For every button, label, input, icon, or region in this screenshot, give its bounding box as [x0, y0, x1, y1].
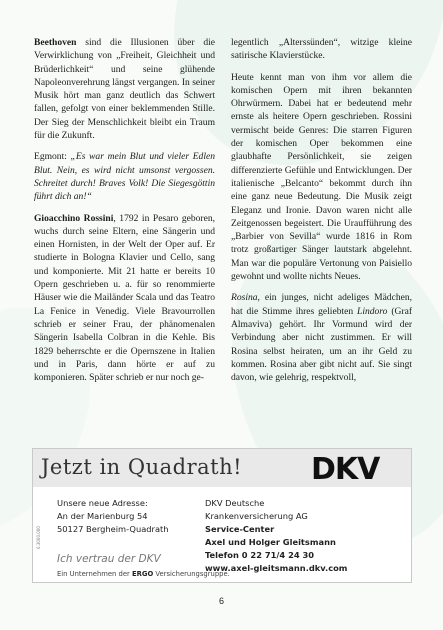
address-label: Unsere neue Adresse: — [57, 498, 148, 508]
company-name-line1: DKV Deutsche — [205, 498, 265, 508]
ad-footer — [57, 570, 230, 578]
ad-address-block — [57, 497, 169, 536]
beethoven-text: sind die Illusionen über die Verwirklichung von „Freiheit, Gleichheit und Brüderlichkeit“ und seine glühende Napoleonverehrung längst vergangen. In seiner Musik hört man ganz deutlich das Schwert fallen, gefolgt von einer beklemmenden Stille. Der Sieg der Menschlichkeit bleibt ein Traum für die Zukunft. — [34, 37, 215, 142]
dkv-logo-text: DKV — [311, 454, 380, 481]
website-link[interactable]: www.axel-gleitsmann.dkv.com — [205, 563, 348, 573]
ad-slogan: Ich vertrau der DKV — [57, 553, 161, 565]
ergo-logo-text: ERGO — [131, 570, 154, 578]
address-city: 50127 Bergheim-Quadrath — [57, 524, 169, 534]
rosina-text-a: , ein junges, nicht adeliges Mädchen, hat die Stimme ihres geliebten — [231, 292, 412, 317]
rosina-text-b: (Graf Almaviva) gehört. Ihr Vormund wird der Verbindung aber nicht zustimmen. Er will Rosina selbst heiraten, um an ihr Geld zu kommen. Rosina aber gibt nicht auf. Sie singt davon, wie gelehrig, respektvoll, — [231, 305, 412, 384]
alterssuenden-paragraph: legentlich „Alterssünden“, witzige kleine satirische Klavierstücke. — [231, 37, 412, 62]
footer-text: Ein Unternehmen der — [57, 570, 132, 578]
agent-names: Axel und Holger Gleitsmann — [205, 537, 336, 547]
egmont-quote: „Es war mein Blut und vieler Edlen Blut. Nein, es wird nicht umsonst vergossen. Schreitet durch! Braves Volk! Die Siegesgöttin führt dich an!“ — [34, 151, 215, 203]
dkv-advertisement — [32, 448, 412, 583]
phone-number: Telefon 0 22 71/4 24 30 — [205, 550, 315, 560]
lindoro-name: Lindoro — [357, 305, 388, 317]
rosina-paragraph — [231, 291, 412, 384]
ad-company-block — [205, 497, 347, 575]
egmont-paragraph — [34, 150, 215, 203]
rossini-text: , 1792 in Pesaro geboren, wuchs durch seine Eltern, eine Sängerin und einen Hornisten, in der Welt der Oper auf. Er studierte in Bologna Klavier und Cello, sang und komponierte. Mit 21 hatte er bereits 10 Opern geschrieben u. a. für so renommierte Häuser wie die Mailänder Scala und das Teatro La Fenice in Venedig. Viele Bravourrollen schrieb er seiner Frau, der phänomenalen Sängerin Isabella Colbran in die Kehle. Bis 1829 beherrschte er die Opernszene in Italien und in Paris, dann hörte er auf zu komponieren. Später schrieb er nur noch ge- — [34, 212, 215, 384]
rosina-name: Rosina — [231, 292, 258, 304]
ad-side-code: 0.3000.000 — [36, 526, 41, 549]
beethoven-name: Beethoven — [34, 37, 77, 48]
egmont-label: Egmont: — [34, 151, 71, 163]
service-center: Service-Center — [205, 524, 275, 534]
rossini-name: Gioacchino Rossini — [34, 212, 114, 224]
right-text-column — [231, 36, 412, 384]
company-name-line2: Krankenversicherung AG — [205, 511, 308, 521]
ad-headline: Jetzt in Quadrath! — [41, 455, 243, 479]
komische-opern-paragraph: Heute kennt man von ihm vor allem die komischen Opern mit ihren bekannten Ohrwürmern. Dabei hat er bedeutend mehr ernste als heitere Opern geschrieben. Rossini vermischt beide Genres: Die starren Figuren der komischen Oper bekommen eine glaubhafte Persönlichkeit, sie zeigen differenzierte Gefühle und Entwicklungen. Der italienische „Belcanto“ bekommt durch ihn eine ganz neue Bedeutung. Die Musik zeigt Eleganz und Ironie. Davon waren nicht alle Zeitgenossen begeistert. Die Uraufführung des „Barbier von Sevilla“ wurde 1816 in Rom trotz großartiger Sänger lautstark abgelehnt. Man war die populäre Vertonung von Paisiello gewohnt und wollte nichts Neues. — [231, 71, 412, 283]
rossini-paragraph — [34, 212, 215, 385]
beethoven-paragraph — [34, 36, 215, 142]
address-street: An der Marienburg 54 — [57, 511, 148, 521]
left-text-column — [34, 36, 215, 384]
page-number: 6 — [218, 596, 224, 606]
dkv-logo — [311, 454, 399, 481]
footer-text-end: Versicherungsgruppe. — [153, 570, 230, 578]
